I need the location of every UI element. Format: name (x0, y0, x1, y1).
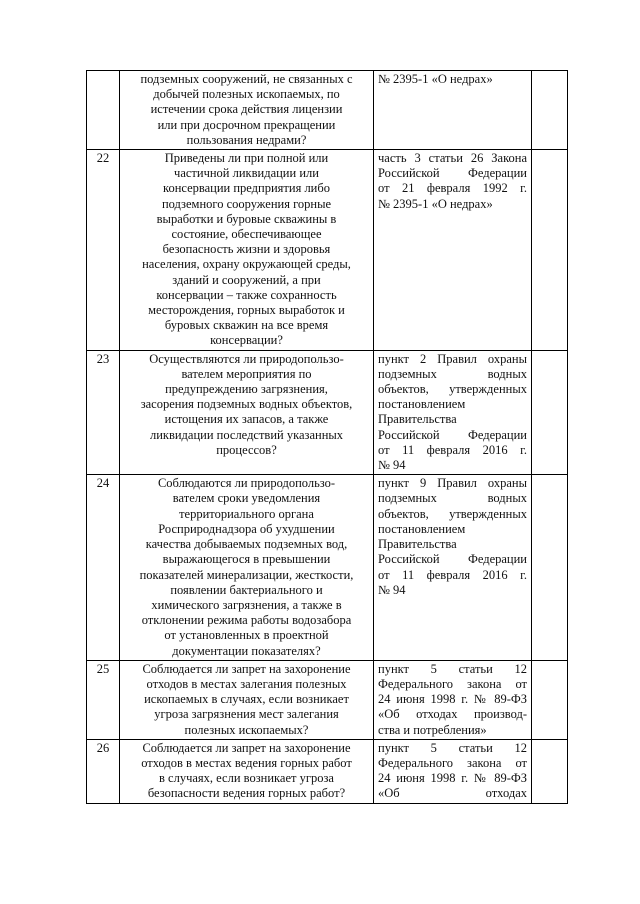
reference-line: № 2395-1 «О недрах» (378, 196, 493, 211)
legal-reference-cell (374, 660, 532, 739)
question-line: ликвидации последствий указанных (149, 427, 344, 442)
question-line: отходов в местах ведения горных работ (141, 755, 352, 770)
question-line: Соблюдаются ли природопользо- (157, 476, 336, 491)
table-row (87, 350, 568, 475)
question-line: истощения их запасов, а также (164, 412, 329, 427)
question-line: Соблюдается ли запрет на захоронение (142, 740, 351, 755)
question-line: от установленных в проектной (164, 628, 329, 643)
row-number: 23 (87, 350, 120, 475)
checklist-table-body (87, 71, 568, 804)
question-cell (120, 71, 374, 150)
question-line: полезных ископаемых? (184, 722, 309, 737)
question-line: или при досрочном прекращении (157, 117, 336, 132)
reference-line: Правительства (378, 412, 457, 427)
question-line: появлении бактериального и (170, 582, 323, 597)
question-line: ископаемых в случаях, если возникает (144, 692, 349, 707)
question-line: безопасность жизни и здоровья (162, 242, 331, 257)
question-line: буровых скважин на все время (164, 318, 329, 333)
notes-cell (532, 150, 568, 351)
question-line: предупреждению загрязнения, (165, 382, 328, 397)
question-cell (120, 660, 374, 739)
question-line: подземного сооружения горные (161, 196, 332, 211)
reference-line: Федерального закона от (378, 676, 527, 691)
question-cell (120, 739, 374, 803)
reference-line: ства и потребления» (378, 722, 487, 737)
reference-line: № 2395-1 «О недрах» (378, 72, 493, 86)
legal-reference-cell (374, 71, 532, 150)
notes-cell (532, 739, 568, 803)
question-line: консервации – также сохранность (156, 287, 337, 302)
row-number (87, 71, 120, 150)
question-line: показателей минерализации, жесткости, (139, 567, 354, 582)
question-line: отходов в местах залегания полезных (146, 676, 347, 691)
row-number: 22 (87, 150, 120, 351)
reference-line: объектов, утвержденных (378, 382, 527, 397)
reference-line: 24 июня 1998 г. № 89-ФЗ (378, 692, 527, 707)
question-line: химического загрязнения, а также в (151, 597, 342, 612)
reference-line: Российской Федерации (378, 427, 527, 442)
question-line: документации показателях? (172, 643, 321, 658)
checklist-table (86, 70, 568, 804)
reference-line: пункт 2 Правил охраны (378, 351, 527, 366)
question-line: частичной ликвидации или (174, 166, 319, 181)
table-row (87, 660, 568, 739)
legal-reference-cell (374, 739, 532, 803)
reference-line: пункт 5 статьи 12 (378, 740, 527, 755)
reference-line: «Об отходах производ- (378, 707, 527, 722)
legal-reference-cell (374, 350, 532, 475)
reference-line: подземных водных (378, 491, 527, 506)
reference-line: № 94 (378, 458, 406, 473)
reference-line: от 21 февраля 1992 г. (378, 181, 527, 196)
question-line: состояние, обеспечивающее (171, 227, 322, 242)
question-line: пользования недрами? (186, 132, 307, 147)
reference-line: от 11 февраля 2016 г. (378, 567, 527, 582)
question-line: территориального органа (179, 506, 314, 521)
table-row (87, 475, 568, 660)
reference-line: «Об отходах (378, 786, 527, 801)
reference-line: № 94 (378, 582, 406, 597)
reference-line: пункт 9 Правил охраны (378, 476, 527, 491)
question-line: угроза загрязнения мест залегания (154, 707, 339, 722)
question-line: истечении срока действия лицензии (150, 102, 343, 117)
legal-reference-cell (374, 150, 532, 351)
question-line: в случаях, если возникает угроза (159, 771, 334, 786)
reference-line: Российской Федерации (378, 166, 527, 181)
question-line: Приведены ли при полной или (164, 151, 329, 166)
question-line: Росприроднадзора об ухудшении (158, 521, 335, 536)
question-line: вателем сроки уведомления (172, 491, 321, 506)
question-line: населения, охрану окружающей среды, (142, 257, 351, 272)
notes-cell (532, 71, 568, 150)
notes-cell (532, 350, 568, 475)
question-line: выражающегося в превышении (162, 552, 331, 567)
table-row (87, 150, 568, 351)
table-row (87, 739, 568, 803)
question-line: консервации? (210, 333, 283, 348)
question-line: консервации предприятия либо (163, 181, 330, 196)
question-line: засорения подземных водных объектов, (140, 397, 353, 412)
row-number: 26 (87, 739, 120, 803)
question-line: процессов? (216, 442, 277, 457)
table-row (87, 71, 568, 150)
question-cell (120, 350, 374, 475)
reference-line: Федерального закона от (378, 755, 527, 770)
question-line: месторождения, горных выработок и (148, 303, 345, 318)
reference-line: 24 июня 1998 г. № 89-ФЗ (378, 771, 527, 786)
question-cell (120, 475, 374, 660)
question-line: отклонении режима работы водозабора (141, 613, 352, 628)
question-line: качества добываемых подземных вод, (145, 537, 348, 552)
row-number: 25 (87, 660, 120, 739)
reference-line: Российской Федерации (378, 552, 527, 567)
question-line: Осуществляются ли природопользо- (149, 351, 344, 366)
question-line: зданий и сооружений, а при (172, 272, 321, 287)
question-line: подземных сооружений, не связанных с (140, 72, 353, 86)
question-line: безопасности ведения горных работ? (147, 786, 346, 801)
question-line: вателем мероприятия по (181, 366, 312, 381)
reference-line: Правительства (378, 537, 457, 552)
reference-line: постановлением (378, 397, 466, 412)
reference-line: от 11 февраля 2016 г. (378, 442, 527, 457)
row-number: 24 (87, 475, 120, 660)
question-line: добычей полезных ископаемых, по (153, 87, 340, 102)
notes-cell (532, 475, 568, 660)
reference-line: часть 3 статьи 26 Закона (378, 151, 527, 166)
reference-line: объектов, утвержденных (378, 506, 527, 521)
question-line: Соблюдается ли запрет на захоронение (142, 661, 351, 676)
question-cell (120, 150, 374, 351)
reference-line: постановлением (378, 521, 466, 536)
notes-cell (532, 660, 568, 739)
question-line: выработки и буровые скважины в (156, 211, 337, 226)
legal-reference-cell (374, 475, 532, 660)
reference-line: пункт 5 статьи 12 (378, 661, 527, 676)
reference-line: подземных водных (378, 366, 527, 381)
